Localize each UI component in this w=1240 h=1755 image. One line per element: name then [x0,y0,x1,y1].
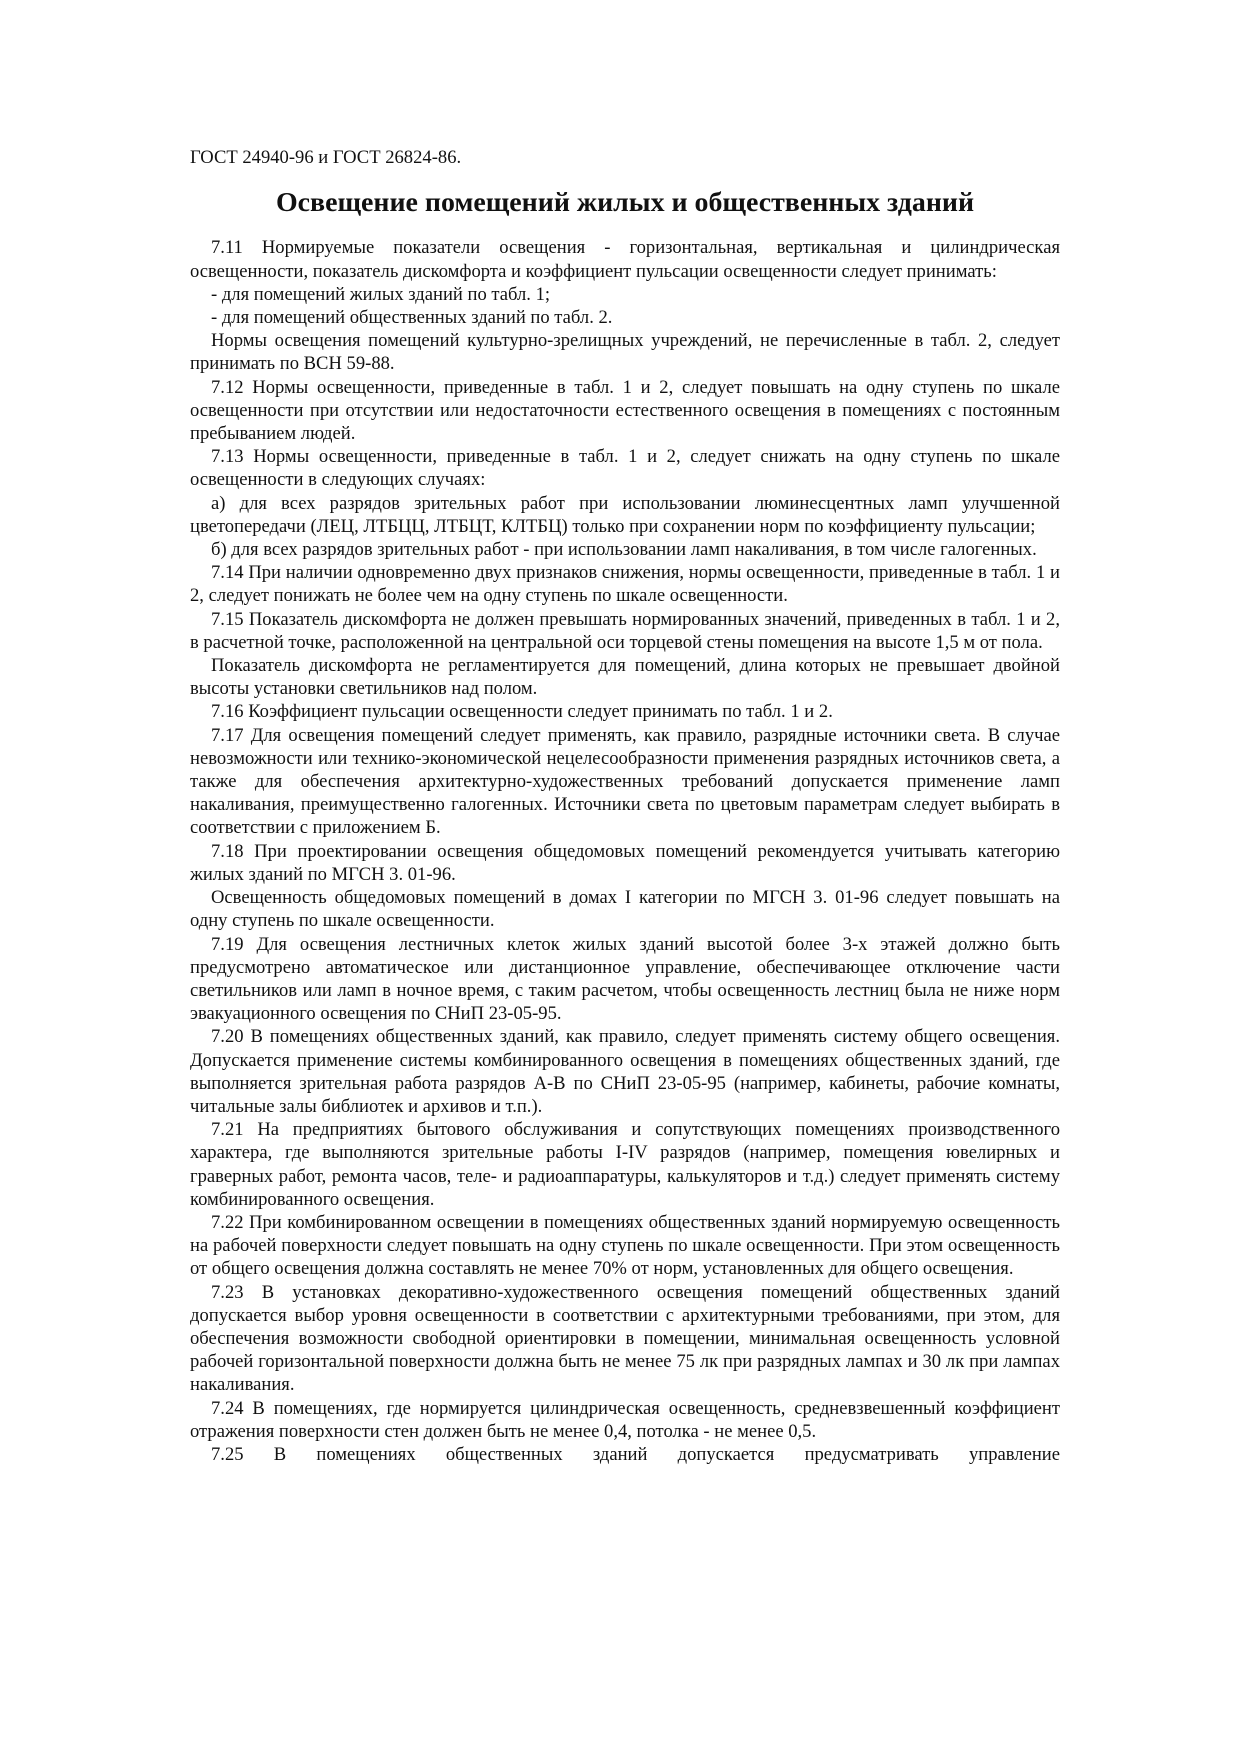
section-body [190,236,1060,1466]
paragraph: 7.19 Для освещения лестничных клеток жилых зданий высотой более 3-х этажей должно быть предусмотрено автоматическое или дистанционное управление, обеспечивающее отключение части светильников или ламп в ночное время, с таким расчетом, чтобы освещенность лестниц была не ниже норм эвакуационного освещения по СНиП 23-05-95. [190,933,1060,1025]
paragraph: 7.12 Нормы освещенности, приведенные в табл. 1 и 2, следует повышать на одну ступень по шкале освещенности при отсутствии или недостаточности естественного освещения в помещениях с постоянным пребыванием людей. [190,376,1060,445]
paragraph: 7.18 При проектировании освещения общедомовых помещений рекомендуется учитывать категорию жилых зданий по МГСН 3. 01-96. [190,840,1060,885]
paragraph: 7.20 В помещениях общественных зданий, как правило, следует применять систему общего освещения. Допускается применение системы комбинированного освещения в помещениях общественных зданий, где выполняется зрительная работа разрядов А-В по СНиП 23-05-95 (например, кабинеты, рабочие комнаты, читальные залы библиотек и архивов и т.п.). [190,1026,1060,1117]
section-title: Освещение помещений жилых и общественных зданий [275,187,975,219]
paragraph: 7.14 При наличии одновременно двух признаков снижения, нормы освещенности, приведенные в табл. 1 и 2, следует понижать не более чем на одну ступень по шкале освещенности. [190,562,1060,607]
standards-reference-line: ГОСТ 24940-96 и ГОСТ 26824-86. [190,147,462,168]
paragraph: - для помещений жилых зданий по табл. 1; [211,283,551,305]
paragraph: 7.16 Коэффициент пульсации освещенности следует принимать по табл. 1 и 2. [211,701,833,723]
paragraph: Показатель дискомфорта не регламентируется для помещений, длина которых не превышает двойной высоты установки светильников над полом. [190,655,1060,700]
paragraph: 7.22 При комбинированном освещении в помещениях общественных зданий нормируемую освещенность на рабочей поверхности следует повышать на одну ступень по шкале освещенности. При этом освещенность от общего освещения должна составлять не менее 70% от норм, установленных для общего освещения. [190,1211,1060,1280]
paragraph: 7.21 На предприятиях бытового обслуживания и сопутствующих помещениях производственного характера, где выполняются зрительные работы I-IV разрядов (например, помещения ювелирных и граверных работ, ремонта часов, теле- и радиоаппаратуры, калькуляторов и т.д.) следует применять систему комбинированного освещения. [190,1119,1060,1210]
paragraph: Нормы освещения помещений культурно-зрелищных учреждений, не перечисленные в табл. 2, следует принимать по ВСН 59-88. [190,330,1060,375]
paragraph: а) для всех разрядов зрительных работ при использовании люминесцентных ламп улучшенной цветопередачи (ЛЕЦ, ЛТБЦЦ, ЛТБЦТ, КЛТБЦ) только при сохранении норм по коэффициенту пульсации; [190,492,1060,537]
paragraph: 7.15 Показатель дискомфорта не должен превышать нормированных значений, приведенных в табл. 1 и 2, в расчетной точке, расположенной на центральной оси торцевой стены помещения на высоте 1,5 м от пола. [190,608,1060,653]
document-page [190,146,1060,1466]
paragraph: 7.23 В установках декоративно-художественного освещения помещений общественных зданий допускается выбор уровня освещенности в соответствии с архитектурными требованиями, при этом, для обеспечения возможности свободной ориентировки в помещении, минимальная освещенность условной рабочей горизонтальной поверхности должна быть не менее 75 лк при разрядных лампах и 30 лк при лампах накаливания. [190,1281,1060,1396]
paragraph: - для помещений общественных зданий по табл. 2. [211,307,613,329]
paragraph: б) для всех разрядов зрительных работ - при использовании ламп накаливания, в том числе галогенных. [211,539,1037,561]
paragraph: 7.25 В помещениях общественных зданий допускается предусматривать управление [211,1443,1060,1465]
paragraph: 7.13 Нормы освещенности, приведенные в табл. 1 и 2, следует снижать на одну ступень по шкале освещенности в следующих случаях: [190,446,1060,491]
paragraph: 7.17 Для освещения помещений следует применять, как правило, разрядные источники света. В случае невозможности или технико-экономической нецелесообразности применения разрядных источников света, а также для обеспечения архитектурно-художественных требований допускается применение ламп накаливания, преимущественно галогенных. Источники света по цветовым параметрам следует выбирать в соответствии с приложением Б. [190,724,1060,839]
paragraph: Освещенность общедомовых помещений в домах I категории по МГСН 3. 01-96 следует повышать на одну ступень по шкале освещенности. [190,887,1060,932]
paragraph: 7.24 В помещениях, где нормируется цилиндрическая освещенность, средневзвешенный коэффициент отражения поверхности стен должен быть не менее 0,4, потолка - не менее 0,5. [190,1397,1060,1442]
paragraph: 7.11 Нормируемые показатели освещения - горизонтальная, вертикальная и цилиндрическая освещенности, показатель дискомфорта и коэффициент пульсации освещенности следует принимать: [190,237,1060,282]
